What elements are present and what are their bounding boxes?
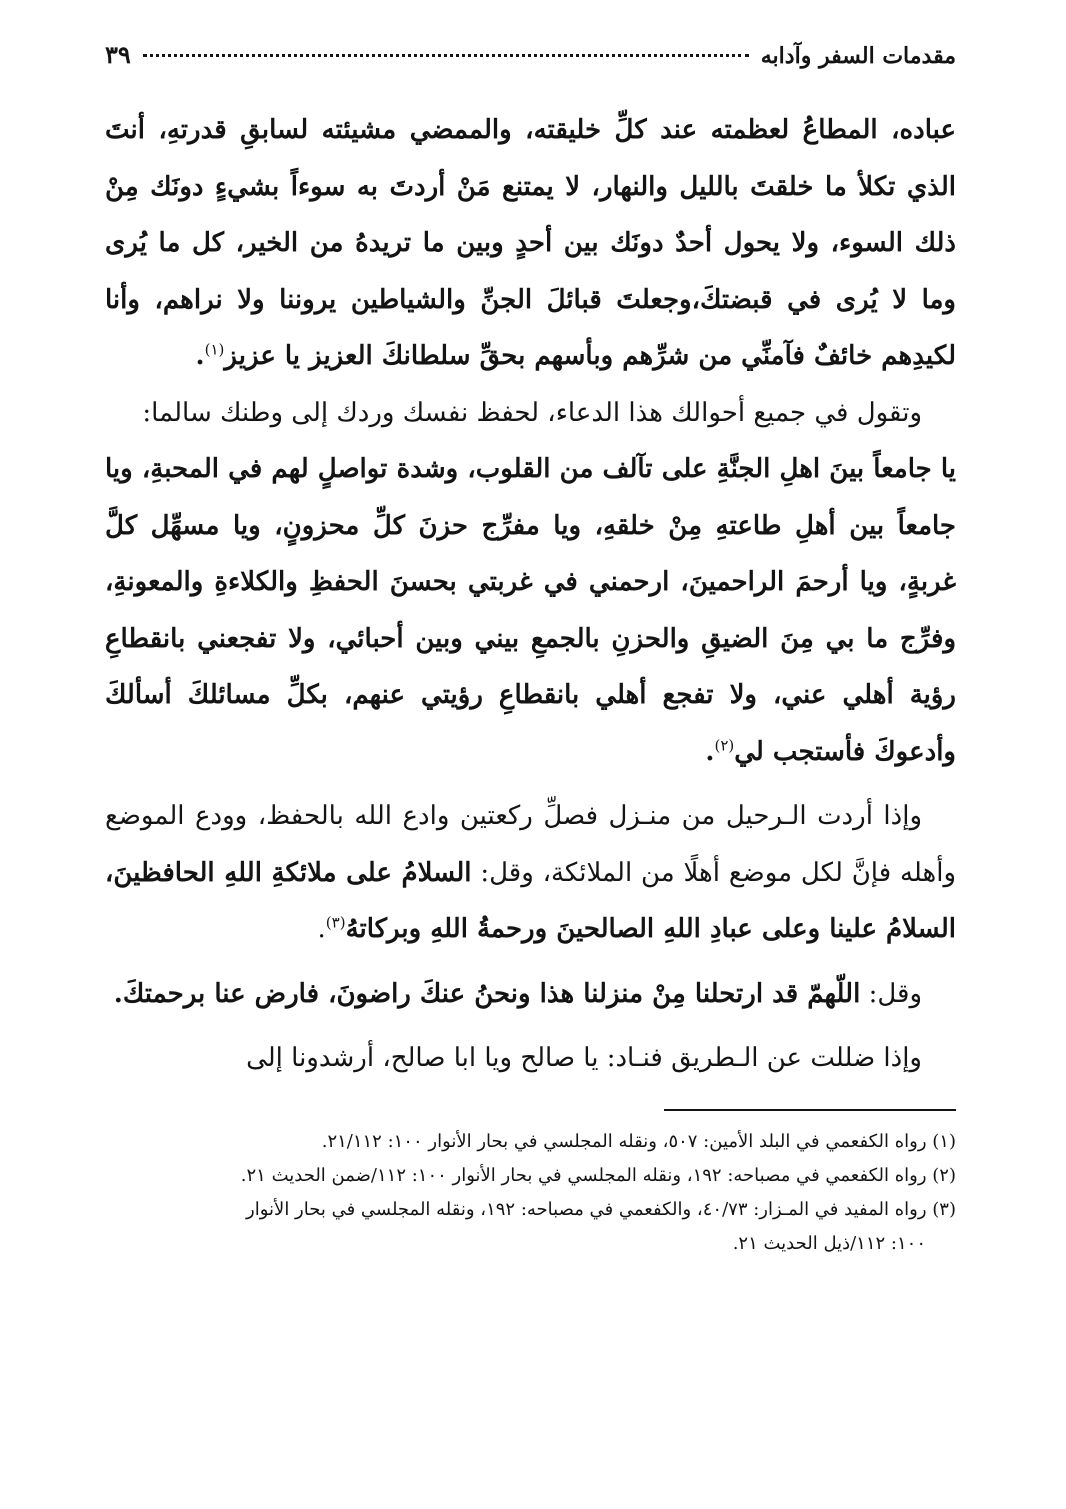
footnote-3: [105, 1193, 956, 1261]
paragraph-2: [105, 385, 956, 442]
paragraph-text: يا جامعاً بينَ اهلِ الجنَّةِ على تآلف من القلوب، وشدة تواصلٍ لهم في المحبةِ، ويا جامعاً بين أهلِ طاعتهِ مِنْ خلقهِ، ويا مفرِّج حزنَ كلِّ محزونٍ، ويا مسهِّل كلَّ غربةٍ، ويا أرحمَ الراحمينَ، ارحمني في غربتي بحسنَ الحفظِ والكلاءةِ والمعونةِ، وفرِّج ما بي مِنَ الضيقِ والحزنِ بالجمعِ بيني وبين أحبائي، ولا تفجعني بانقطاعِ رؤية أهلي عني، ولا تفجع أهلي بانقطاعِ رؤيتي عنهم، بكلِّ مسائلكَ أسألكَ وأدعوكَ فأستجب لي: [105, 454, 956, 767]
paragraph-4: [105, 788, 956, 958]
paragraph-1: [105, 102, 956, 385]
footnote-2: [105, 1159, 956, 1193]
paragraph-bold-tail: اللّهمّ قد ارتحلنا مِنْ منزلنا هذا ونحنُ عنكَ راضونَ، فارض عنا برحمتكَ.: [113, 978, 861, 1009]
footnote-text: (١) رواه الكفعمي في البلد الأمين: ٥٠٧، ونقله المجلسي في بحار الأنوار ١٠٠: ٢١/١١٢.: [321, 1130, 956, 1152]
footnote-1: [105, 1125, 956, 1159]
footnote-ref-3: (٣): [325, 913, 346, 932]
footnote-continuation: ١٠٠: ١١٢/ذيل الحديث ٢١.: [732, 1232, 926, 1254]
paragraph-end: .: [195, 341, 205, 371]
footnote-ref-2: (٢): [714, 735, 735, 754]
running-title: مقدمات السفر وآدابه: [760, 43, 956, 69]
running-header: [105, 40, 956, 80]
paragraph-text: وإذا أردت الـرحيل من منـزل فصلِّ ركعتين وادع الله بالحفظ، وودع الموضع وأهله فإنَّ لكل موضع أهلًا من الملائكة، وقل:: [105, 801, 957, 888]
paragraph-3: [105, 441, 956, 780]
paragraph-text: وإذا ضللت عن الـطريق فنـاد: يا صالح ويا ابا صالح، أرشدونا إلى: [246, 1043, 922, 1073]
page-number: ٣٩: [105, 40, 131, 69]
paragraph-end: .: [705, 736, 715, 767]
paragraph-text: وتقول في جميع أحوالك هذا الدعاء، لحفظ نفسك وردك إلى وطنك سالما:: [142, 397, 922, 428]
footnote-ref-1: (١): [204, 340, 225, 359]
footnote-text: (٣) رواه المفيد في المـزار: ٤٠/٧٣، والكفعمي في مصباحه: ١٩٢، ونقله المجلسي في بحار الأنوار: [246, 1198, 956, 1220]
paragraph-end: .: [317, 914, 326, 944]
footnote-text: (٢) رواه الكفعمي في مصباحه: ١٩٢، ونقله المجلسي في بحار الأنوار ١٠٠: ١١٢/ضمن الحديث ٢١.: [240, 1164, 956, 1186]
paragraph-5: [105, 966, 956, 1023]
book-page: [105, 40, 956, 1469]
paragraph-text: وقل:: [868, 978, 922, 1009]
footnotes: [105, 1125, 956, 1261]
paragraph-bold-tail: السلامُ على ملائكةِ اللهِ الحافظينَ، السلامُ علينا وعلى عبادِ اللهِ الصالحينَ ورحمةُ اللهِ وبركاتهُ: [105, 857, 956, 944]
main-text: [105, 102, 956, 1087]
footnote-separator: [664, 1109, 956, 1111]
paragraph-6: [105, 1030, 956, 1087]
dot-leader: [143, 54, 749, 57]
paragraph-text: عباده، المطاعُ لعظمته عند كلِّ خليقته، والممضي مشيئته لسابقِ قدرتهِ، أنتَ الذي تكلأ ما خلقتَ بالليل والنهار، لا يمتنع مَنْ أردتَ به سوءاً بشيءٍ دونَك مِنْ ذلك السوء، ولا يحول أحدٌ دونَك بين أحدٍ وبين ما تريدهُ من الخير، كل ما يُرى وما لا يُرى في قبضتكَ،وجعلتَ قبائلَ الجنِّ والشياطين يروننا ولا نراهم، وأنا لكيدِهم خائفٌ فآمنِّي من شرِّهم وبأسهم بحقِّ سلطانكَ العزيز يا عزيز: [105, 115, 956, 371]
